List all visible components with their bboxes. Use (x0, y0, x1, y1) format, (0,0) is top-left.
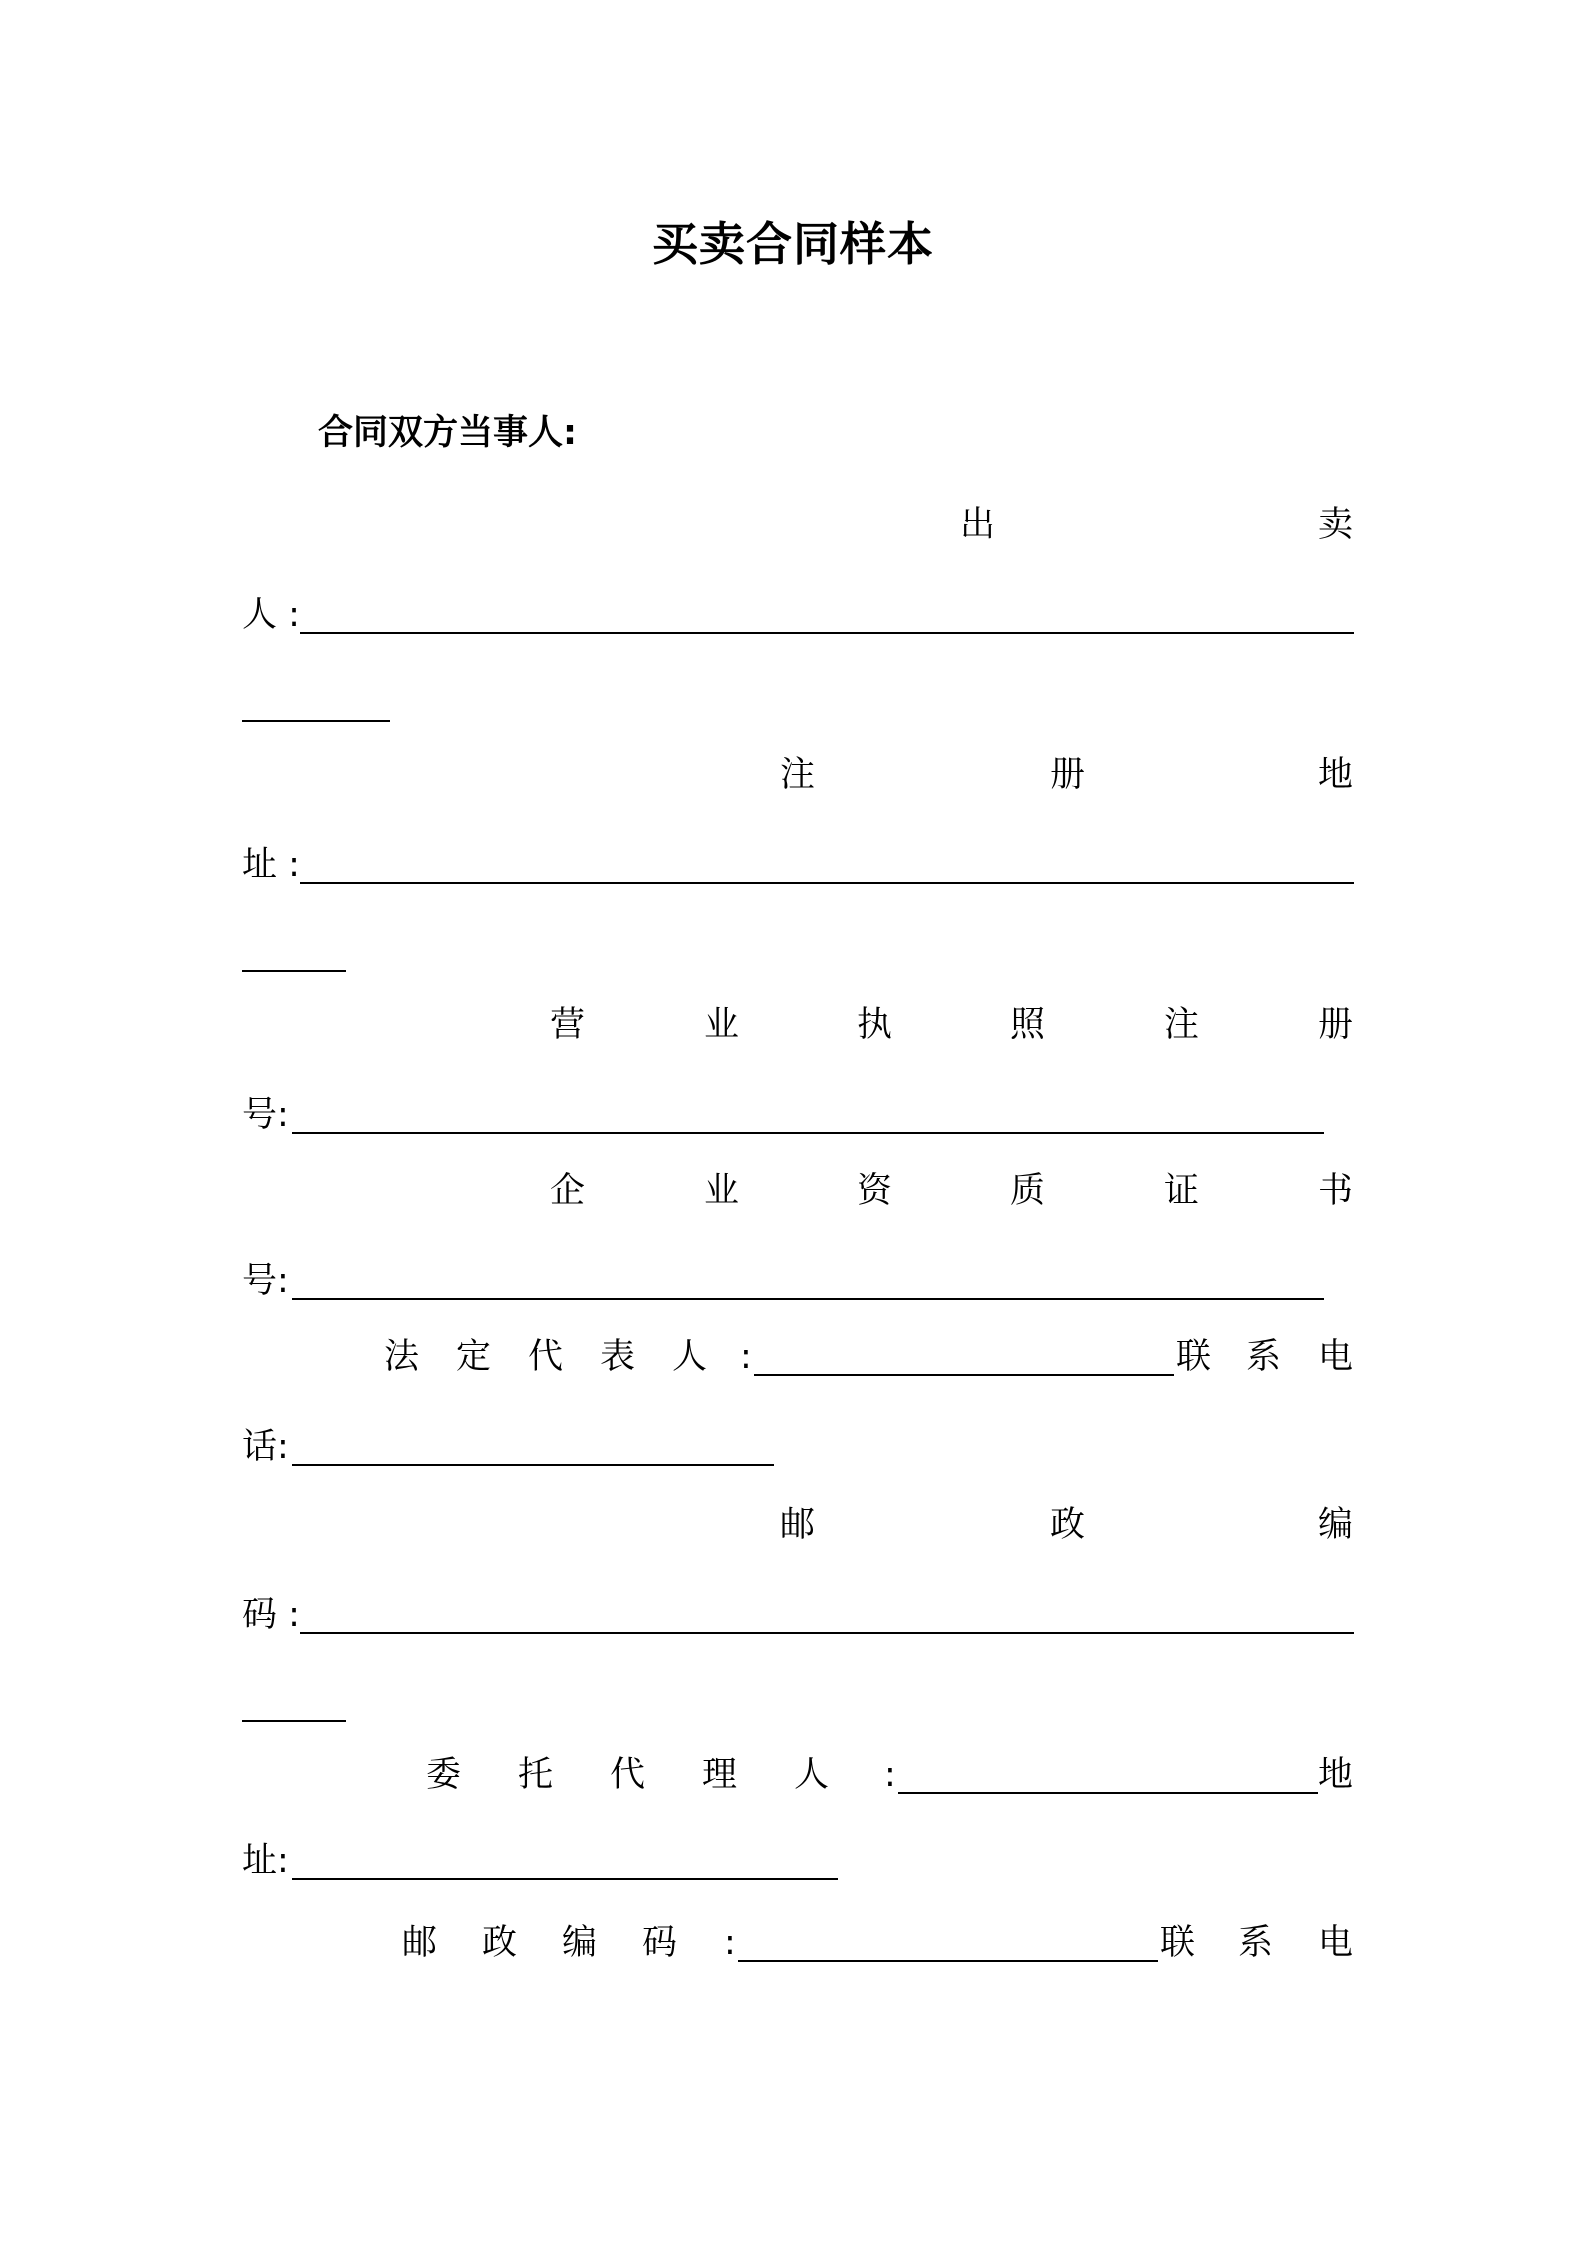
page-title: 买卖合同样本 (652, 217, 934, 271)
qualification-char-5: 证 (1164, 1171, 1200, 1211)
legal-rep-char-3: 代 (528, 1337, 564, 1377)
seller-field-line (242, 584, 1354, 640)
seller-label-line (242, 494, 1354, 550)
agent-postal-colon: : (724, 1923, 736, 1963)
agent-postal-blank[interactable] (738, 1960, 1158, 1962)
address-blank[interactable] (300, 882, 1354, 884)
agent-postal-char-3: 编 (562, 1923, 598, 1963)
agent-postal-line (242, 1912, 1354, 1968)
postal-label-line (242, 1494, 1354, 1550)
seller-field-continuation (242, 672, 1354, 728)
seller-blank-continued[interactable] (242, 720, 390, 722)
qualification-label-line (242, 1160, 1354, 1216)
address-char-1: 注 (780, 755, 816, 795)
agent-phone-char-2: 系 (1238, 1923, 1274, 1963)
address-char-3: 地 (1318, 755, 1354, 795)
agent-phone-char-1: 联 (1160, 1923, 1196, 1963)
postal-code-blank[interactable] (300, 1632, 1354, 1634)
qualification-char-1: 企 (550, 1171, 586, 1211)
agent-address-char: 地 (1318, 1755, 1354, 1795)
address-label-end: 址 : (242, 845, 300, 885)
qualification-number-blank[interactable] (292, 1298, 1324, 1300)
agent-postal-char-1: 邮 (402, 1923, 438, 1963)
qualification-char-6: 书 (1318, 1171, 1354, 1211)
agent-postal-char-4: 码 (642, 1923, 678, 1963)
agent-char-5: 人 (794, 1755, 830, 1795)
legal-rep-char-5: 人 (672, 1337, 708, 1377)
phone-char-1: 联 (1176, 1337, 1212, 1377)
address-blank-continued[interactable] (242, 970, 346, 972)
agent-postal-char-2: 政 (482, 1923, 518, 1963)
license-char-4: 照 (1010, 1005, 1046, 1045)
agent-char-1: 委 (426, 1755, 462, 1795)
postal-char-1: 邮 (780, 1505, 816, 1545)
legal-rep-colon: : (740, 1337, 752, 1377)
legal-rep-char-1: 法 (384, 1337, 420, 1377)
license-char-5: 注 (1164, 1005, 1200, 1045)
agent-address-blank[interactable] (292, 1878, 838, 1880)
seller-char-1: 出 (960, 505, 996, 545)
agent-line (242, 1744, 1354, 1800)
postal-char-2: 政 (1050, 1505, 1086, 1545)
license-label-line (242, 994, 1354, 1050)
seller-label-end: 人 : (242, 595, 300, 635)
phone-blank[interactable] (292, 1464, 774, 1466)
legal-rep-char-4: 表 (600, 1337, 636, 1377)
qualification-char-2: 业 (704, 1171, 740, 1211)
qualification-char-4: 质 (1010, 1171, 1046, 1211)
license-char-3: 执 (857, 1005, 893, 1045)
agent-colon: : (884, 1755, 896, 1795)
agent-char-3: 代 (610, 1755, 646, 1795)
agent-phone-char-3: 电 (1318, 1923, 1354, 1963)
phone-label-end: 话: (242, 1427, 289, 1467)
license-field-line (242, 1084, 1354, 1140)
seller-char-2: 卖 (1318, 505, 1354, 545)
qualification-char-3: 资 (857, 1171, 893, 1211)
postal-field-line (242, 1584, 1354, 1640)
agent-char-2: 托 (518, 1755, 554, 1795)
address-field-continuation (242, 922, 1354, 978)
postal-label-end: 码 : (242, 1595, 300, 1635)
address-label-line (242, 744, 1354, 800)
legal-rep-blank[interactable] (754, 1374, 1174, 1376)
address-char-2: 册 (1050, 755, 1086, 795)
qualification-field-line (242, 1250, 1354, 1306)
phone-char-3: 电 (1318, 1337, 1354, 1377)
phone-field-line (242, 1416, 1354, 1472)
agent-char-4: 理 (702, 1755, 738, 1795)
license-number-blank[interactable] (292, 1132, 1324, 1134)
postal-code-blank-continued[interactable] (242, 1720, 346, 1722)
agent-address-label-end: 址: (242, 1841, 289, 1881)
parties-heading: 合同双方当事人: (318, 413, 577, 453)
agent-blank[interactable] (898, 1792, 1318, 1794)
qualification-label-end: 号: (242, 1261, 289, 1301)
postal-char-3: 编 (1318, 1505, 1354, 1545)
legal-rep-char-2: 定 (456, 1337, 492, 1377)
postal-field-continuation (242, 1672, 1354, 1728)
phone-char-2: 系 (1246, 1337, 1282, 1377)
agent-address-field-line (242, 1830, 1354, 1886)
license-char-1: 营 (550, 1005, 586, 1045)
license-label-end: 号: (242, 1095, 289, 1135)
seller-blank[interactable] (300, 632, 1354, 634)
legal-rep-line (242, 1326, 1354, 1382)
license-char-2: 业 (704, 1005, 740, 1045)
address-field-line (242, 834, 1354, 890)
license-char-6: 册 (1318, 1005, 1354, 1045)
